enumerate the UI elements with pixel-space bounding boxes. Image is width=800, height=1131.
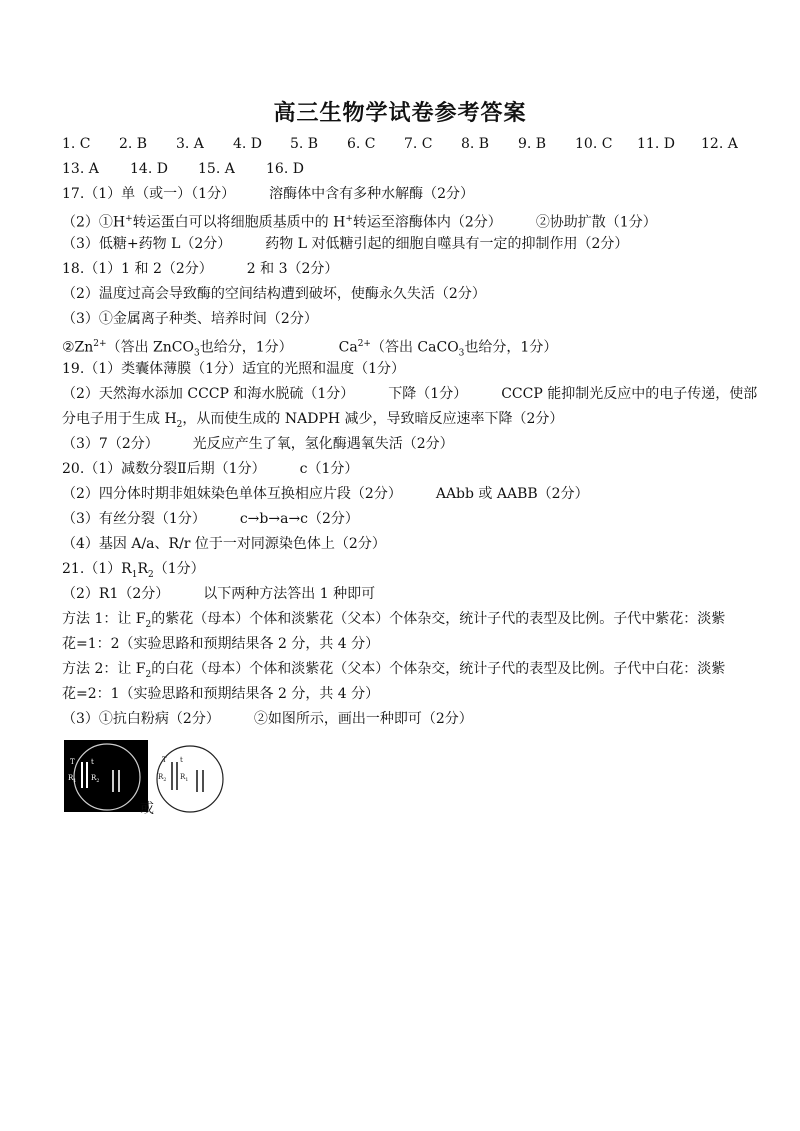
q21-method-2-line-2: 花=2：1（实验思路和预期结果各 2 分，共 4 分）	[62, 686, 380, 702]
mc-answer: 14. D	[130, 161, 168, 177]
mc-answer: 4. D	[233, 136, 263, 152]
q20-line-1: 20.（1）减数分裂Ⅱ后期（1分） c（1分）	[62, 461, 359, 477]
cell-outline	[74, 744, 140, 810]
q19-line-1: 19.（1）类囊体薄膜（1分）适宜的光照和温度（1分）	[62, 361, 405, 377]
q21-line-3: （3）①抗白粉病（2分） ②如图所示，画出一种即可（2分）	[62, 711, 473, 727]
q19-line-4: （3）7（2分） 光反应产生了氧，氢化酶遇氧失活（2分）	[62, 436, 454, 452]
mc-answer: 16. D	[266, 161, 304, 177]
mc-answer: 9. B	[518, 136, 547, 152]
q21-line-1: $21.(1)R_1R_2(1$分）	[62, 561, 205, 580]
q17-line-2: （2）①H+转运蛋白可以将细胞质基质中的 H+转运至溶酶体内（2分） ②协助扩散（1分）	[62, 214, 657, 231]
q18-line-4: $②Zn^{2+}$（答出 ZnCO$_3$也给分，1分） $Ca^{2+}$（答出 CaCO$_3$也给分，1分）	[62, 339, 558, 359]
q19-line-3: 分电子用于生成 $H_2$，从而使生成的 NADPH 减少，导致暗反应速率下降（2分）	[62, 411, 564, 430]
cell-outline	[157, 746, 223, 812]
q17-line-3: （3）低糖+药物 L（2分） 药物 L 对低糖引起的细胞自噬具有一定的抑制作用（2分）	[62, 236, 629, 252]
q20-line-2: （2）四分体时期非姐妹染色单体互换相应片段（2分） AAbb 或 AABB（2分）	[62, 486, 589, 502]
q18-line-2: （2）温度过高会导致酶的空间结构遭到破坏，使酶永久失活（2分）	[62, 286, 486, 302]
gene-label-t-left: T	[70, 758, 75, 766]
q21-method-1-line-1: 方法 1：让 $F_2$的紫花（母本）个体和淡紫花（父本）个体杂交，统计子代的表型及比例。子代中紫花：淡紫	[62, 611, 726, 630]
mc-answer: 5. B	[290, 136, 319, 152]
q21-method-1-line-2: 花=1：2（实验思路和预期结果各 2 分，共 4 分）	[62, 636, 380, 652]
q21-line-2: （2）R1（2分） 以下两种方法答出 1 种即可	[62, 586, 376, 602]
chromosome-diagram-1	[64, 740, 148, 812]
mc-answer: 8. B	[461, 136, 490, 152]
mc-answer: 7. C	[404, 136, 433, 152]
mc-answer: 2. B	[119, 136, 148, 152]
mc-answer: 1. C	[62, 136, 91, 152]
gene-label-r-right: $R_2$	[91, 774, 100, 784]
or-separator: 或	[140, 801, 154, 817]
q18-line-1: 18.（1）1 和 2（2分） 2 和 3（2分）	[62, 261, 339, 277]
gene-label-r-left: $R_1$	[68, 774, 77, 784]
chromosome-diagram-2	[152, 742, 236, 814]
mc-answer: 13. A	[62, 161, 99, 177]
q20-line-3: （3）有丝分裂（1分） c→b→a→c（2分）	[62, 511, 359, 527]
gene-label-r-right: $R_1$	[180, 773, 189, 783]
gene-label-r-left: $R_2$	[158, 773, 167, 783]
gene-label-t-left: T	[162, 756, 167, 764]
mc-answer: 11. D	[637, 136, 675, 152]
mc-answer: 10. C	[575, 136, 613, 152]
cell-diagram-1	[64, 740, 148, 812]
mc-answer: 12. A	[701, 136, 738, 152]
q20-line-4: （4）基因 A/a、R/r 位于一对同源染色体上（2分）	[62, 536, 386, 552]
q19-line-2: （2）天然海水添加 CCCP 和海水脱硫（1分） 下降（1分） CCCP 能抑制光反应中的电子传递，使部	[62, 386, 758, 402]
q21-method-2-line-1: 方法 2：让 $F_2$的白花（母本）个体和淡紫花（父本）个体杂交，统计子代的表型及比例。子代中白花：淡紫	[62, 661, 726, 680]
mc-answer: 15. A	[198, 161, 235, 177]
mc-answer: 6. C	[347, 136, 376, 152]
gene-label-t-right: t	[91, 758, 94, 766]
q17-line-1: 17.（1）单（或一）（1分） 溶酶体中含有多种水解酶（2分）	[62, 186, 475, 202]
page-title: 高三生物学试卷参考答案	[273, 101, 527, 126]
q18-line-3: （3）①金属离子种类、培养时间（2分）	[62, 311, 318, 327]
gene-label-t-right: t	[180, 756, 183, 764]
mc-answer: 3. A	[176, 136, 204, 152]
cell-diagram-2	[152, 742, 236, 814]
